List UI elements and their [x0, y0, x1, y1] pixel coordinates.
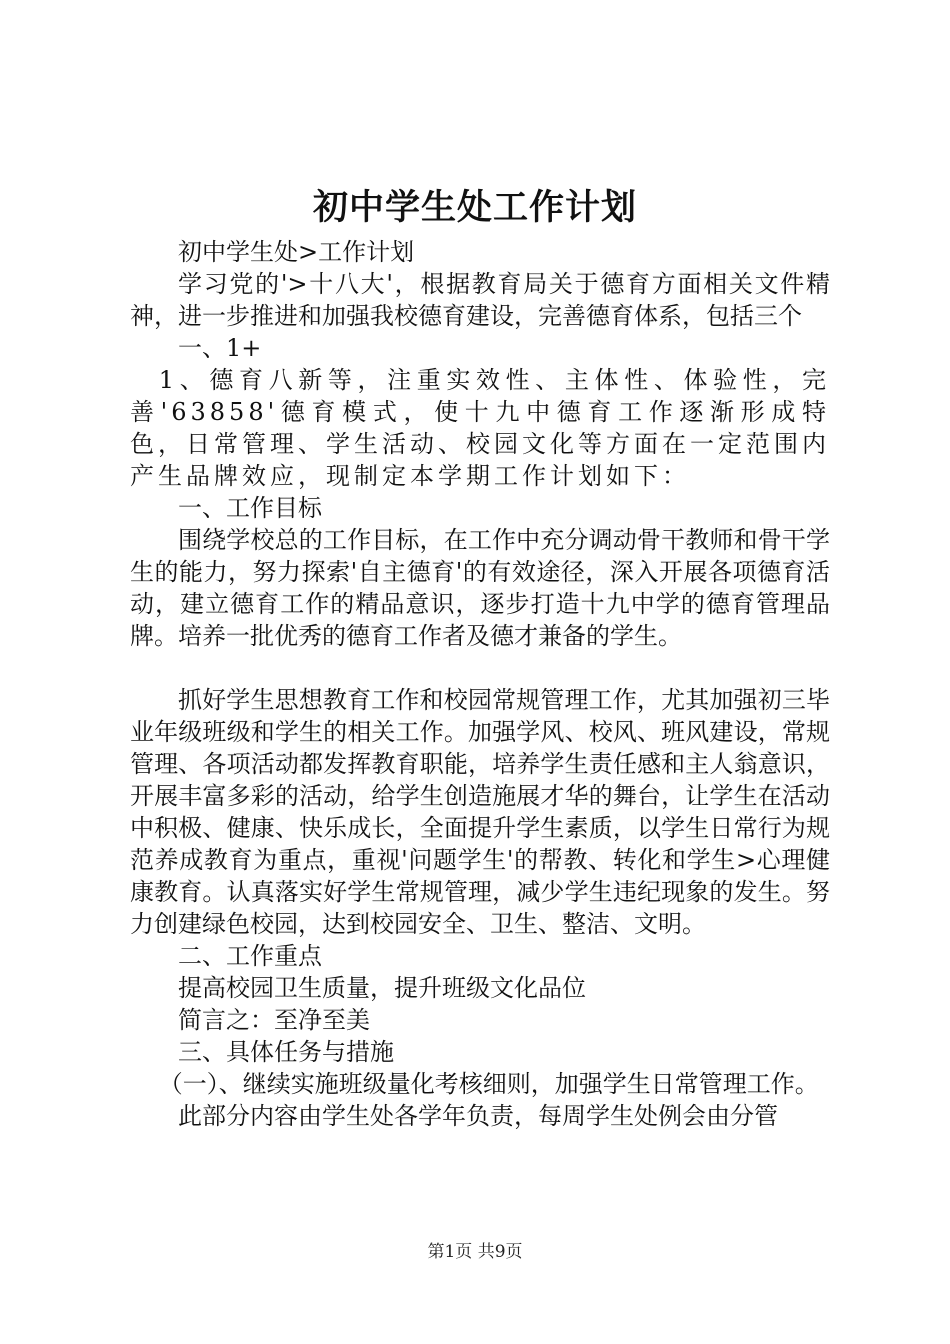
- document-body: [130, 236, 830, 1132]
- document-title: 初中学生处工作计划: [312, 187, 637, 228]
- heading-work-focus: 二、工作重点: [178, 942, 322, 970]
- paragraph-task-one: （一）、继续实施班级量化考核细则，加强学生日常管理工作。: [158, 1070, 819, 1098]
- paragraph-summary: 简言之：至净至美: [178, 1006, 370, 1034]
- paragraph-subtitle: 初中学生处>工作计划: [178, 238, 415, 266]
- paragraph-student-management: 抓好学生思想教育工作和校园常规管理工作，尤其加强初三毕业年级班级和学生的相关工作。加强学风、校风、班风建设，常规管理、各项活动都发挥教育职能，培养学生责任感和主人翁意识，开展丰富多彩的活动，给学生创造施展才华的舞台，让学生在活动中积极、健康、快乐成长，全面提升学生素质，以学生日常行为规范养成教育为重点，重视'问题学生'的帮教、转化和学生>心理健康教育。认真落实好学生常规管理，减少学生违纪现象的发生。努力创建绿色校园，达到校园安全、卫生、整洁、文明。: [130, 686, 830, 938]
- paragraph-intro: 学习党的'>十八大'，根据教育局关于德育方面相关文件精神，进一步推进和加强我校德育建设，完善德育体系，包括三个: [130, 270, 830, 330]
- paragraph-moral-education: 1、德育八新等，注重实效性、主体性、体验性，完善'63858'德育模式，使十九中德育工作逐渐形成特色，日常管理、学生活动、校园文化等方面在一定范围内产生品牌效应，现制定本学期工作计划如下：: [130, 366, 830, 490]
- heading-tasks-measures: 三、具体任务与措施: [178, 1038, 394, 1066]
- paragraph-work-focus: 提高校园卫生质量，提升班级文化品位: [178, 974, 586, 1002]
- paragraph-task-one-detail: 此部分内容由学生处各学年负责，每周学生处例会由分管: [178, 1102, 778, 1130]
- paragraph-heading-1-plus: 一、1+: [178, 334, 262, 362]
- heading-work-goals: 一、工作目标: [178, 494, 322, 522]
- paragraph-work-goals: 围绕学校总的工作目标，在工作中充分调动骨干教师和骨干学生的能力，努力探索'自主德育'的有效途径，深入开展各项德育活动，建立德育工作的精品意识，逐步打造十九中学的德育管理品牌。培养一批优秀的德育工作者及德才兼备的学生。: [130, 526, 830, 650]
- page-footer: 第1页 共9页: [427, 1242, 523, 1262]
